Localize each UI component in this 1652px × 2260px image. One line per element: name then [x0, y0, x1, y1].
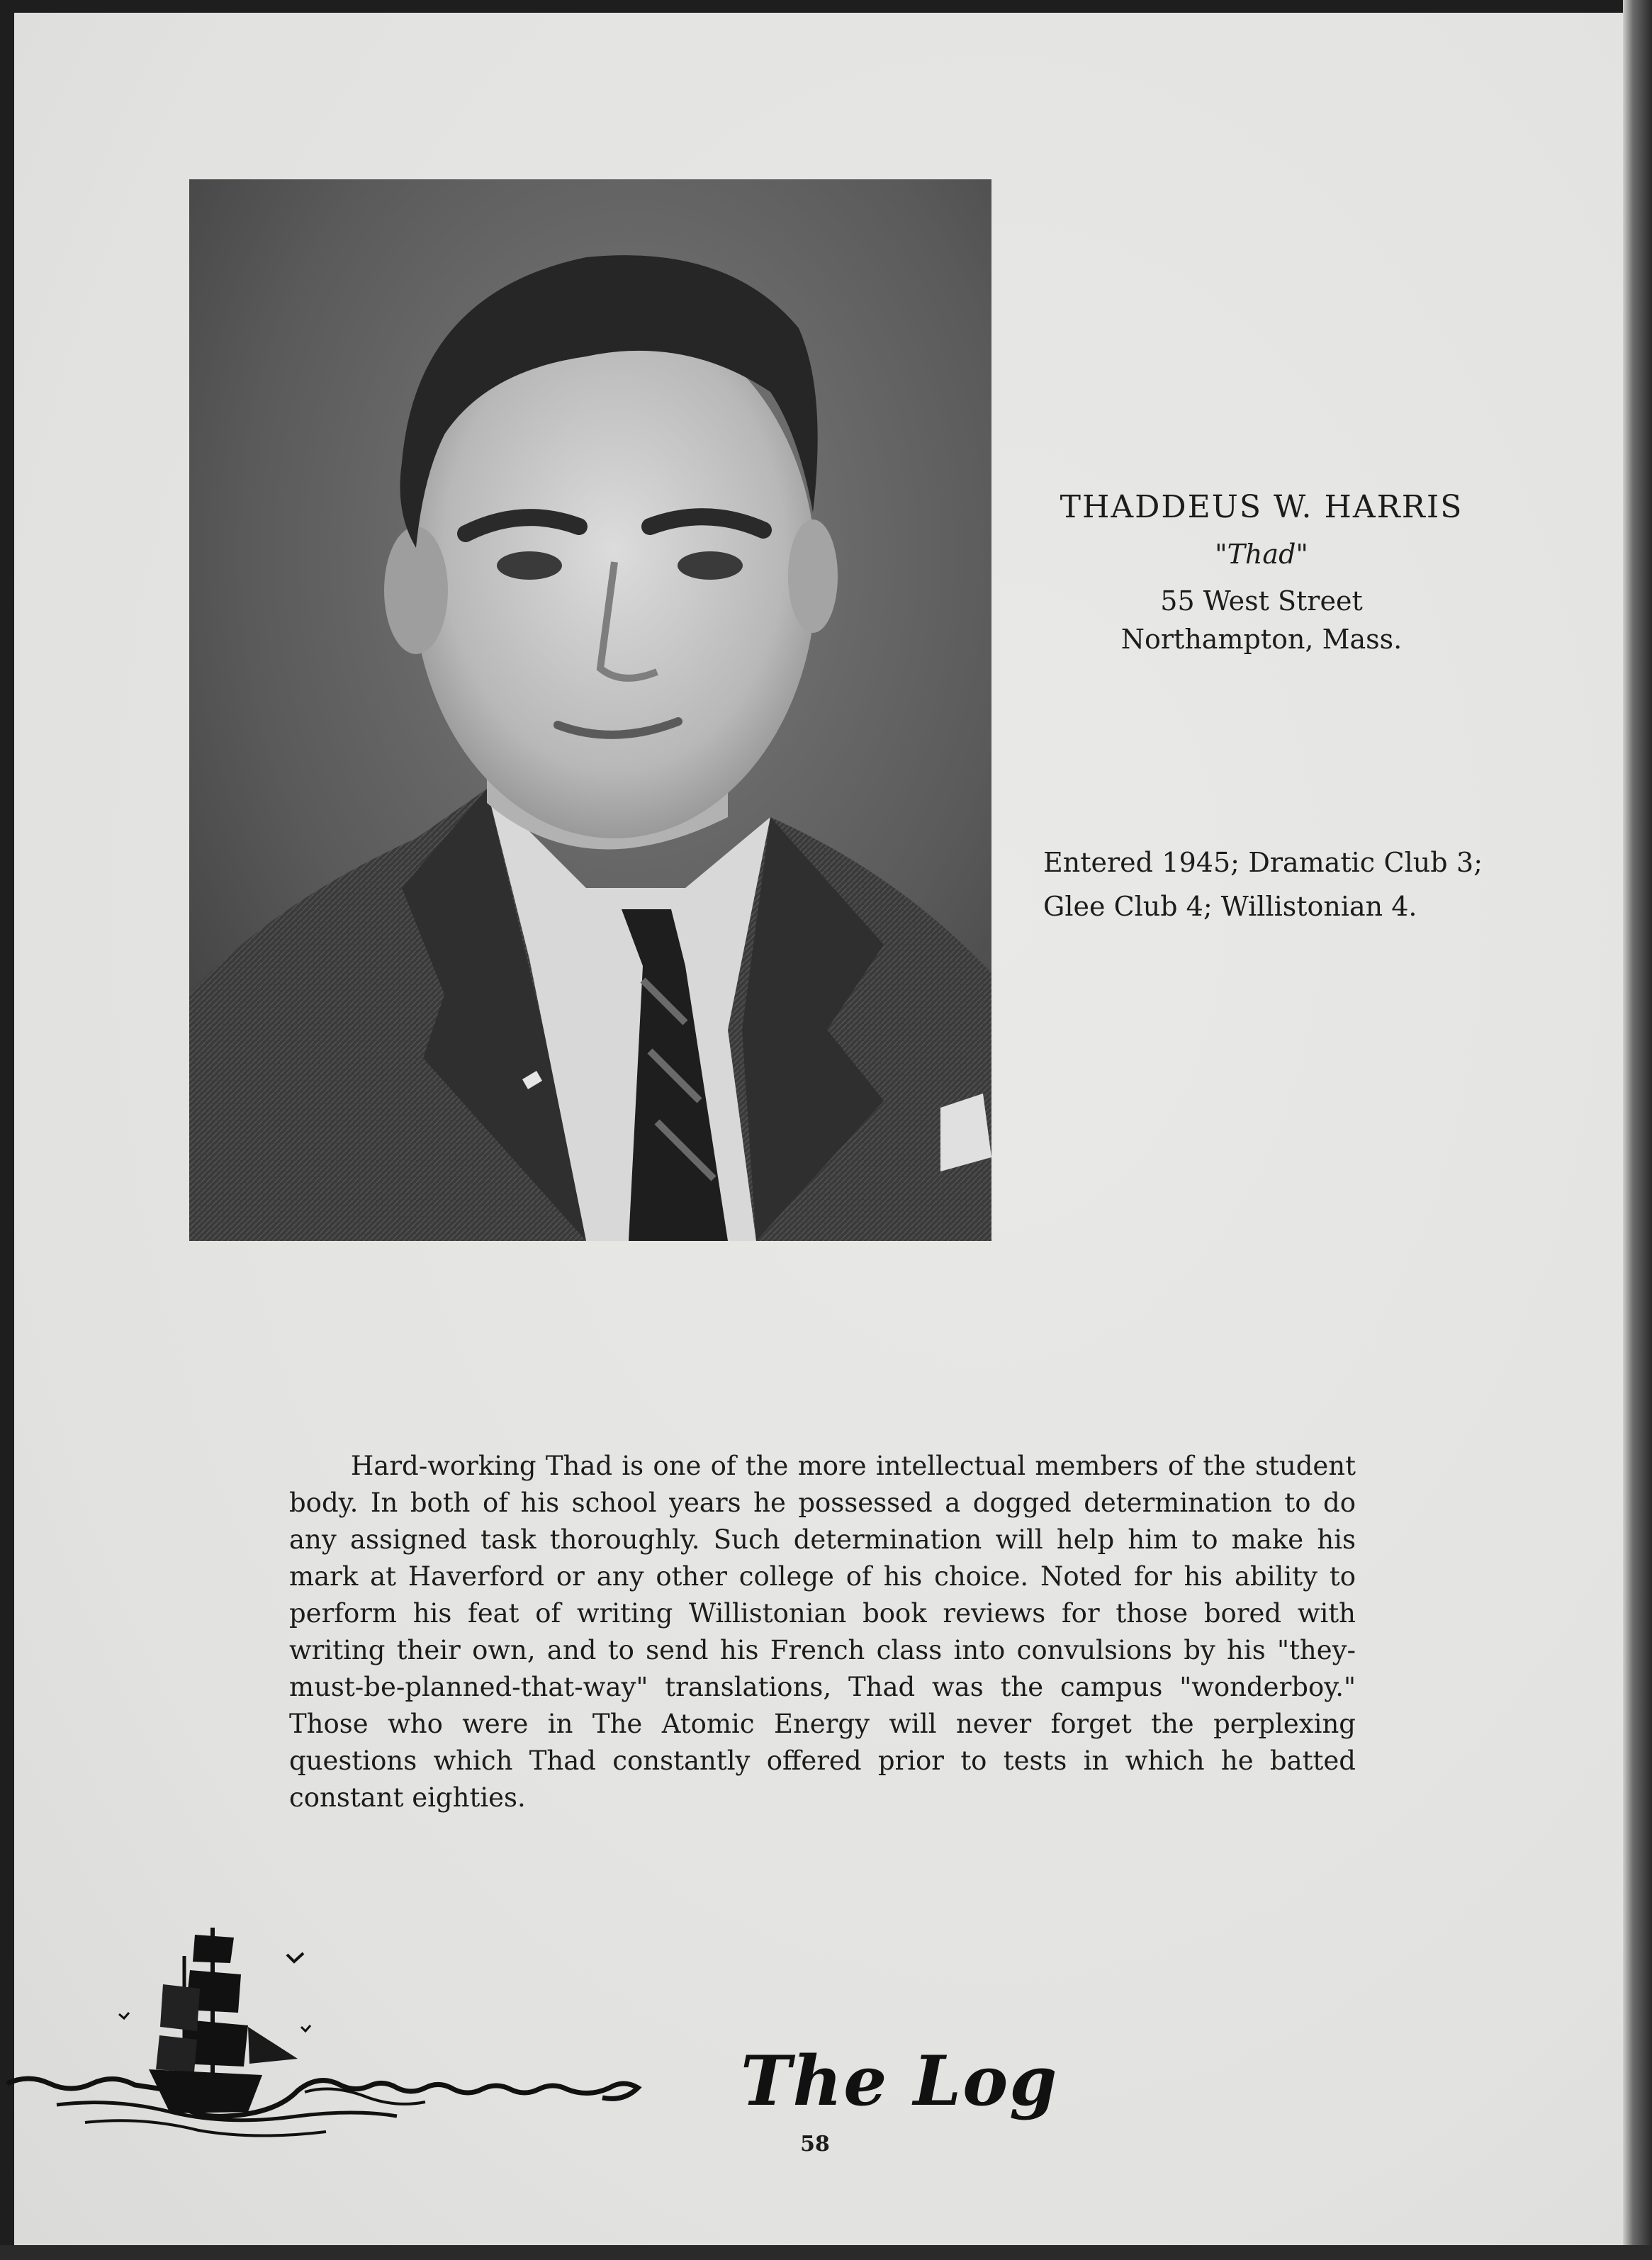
portrait-photo — [189, 179, 991, 1241]
student-name: THADDEUS W. HARRIS — [1060, 489, 1463, 525]
sailing-ship-icon — [0, 1906, 723, 2147]
student-street-address: 55 West Street — [1160, 585, 1363, 617]
page-number: 58 — [800, 2132, 830, 2157]
student-nickname: "Thad" — [1215, 539, 1308, 570]
student-activities: Entered 1945; Dramatic Club 3; Glee Club 4; Willistonian 4. — [1043, 847, 1483, 922]
page-bottom-edge — [0, 2245, 1652, 2260]
page-edge — [1623, 0, 1652, 2260]
student-biography: Hard-working Thad is one of the more intellectual members of the student body. In both of his school years he possessed a dogged determination to do any assigned task thoroughly. Such determination will help him to make his mark at Haverford or any other college of his choice. Noted for his ability to perform his feat of writing Willistonian book reviews for those bored with writing their own, and to send his French class into convulsions by his "they-must-be-planned-that-way" translations, Thad was the campus "wonderboy." Those who were in The Atomic Energy will never forget the perplexing questions which Thad constantly offered prior to tests in which he batted constant eighties. — [289, 1451, 1356, 1813]
student-city: Northampton, Mass. — [1120, 624, 1403, 655]
yearbook-logo-text: The Log — [741, 2041, 1059, 2121]
footer-ship-emblem — [0, 1906, 723, 2147]
